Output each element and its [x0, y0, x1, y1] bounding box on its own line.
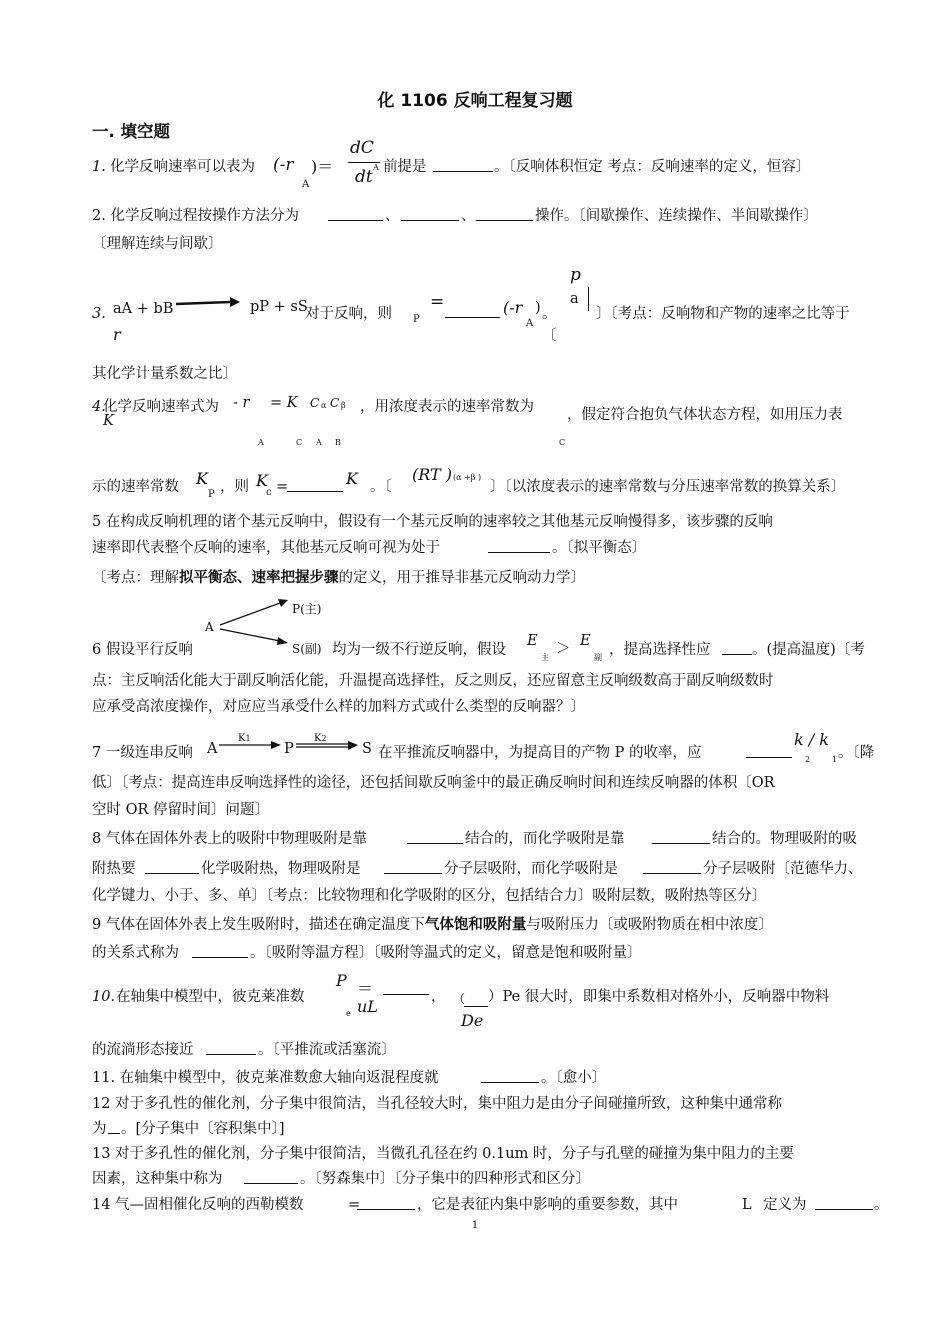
q4-text-d: 示的速率常数 — [92, 479, 179, 495]
q8-text-f: 分子层吸附，而化学吸附是 — [444, 861, 618, 877]
q9-text-d: 的关系式称为 — [92, 945, 179, 961]
q3-arrow-icon — [176, 296, 240, 310]
q4-sub-b: B — [335, 438, 341, 447]
q11-text-b: 。〔愈小〕 — [541, 1070, 607, 1086]
q4-eq2: = — [276, 479, 289, 495]
q7-k2 — [314, 730, 327, 748]
q3-p-symbol: p — [570, 265, 581, 285]
q6-side-product: S(副) — [292, 642, 322, 656]
q2-sep-1: 、 — [385, 208, 400, 224]
q9-text-c: 与吸附压力〔或吸附物质在相中浓度〕 — [526, 917, 773, 933]
q7-kk: k / k — [794, 730, 829, 749]
q5-blank[interactable] — [488, 538, 550, 553]
q4-sub-c3: c — [266, 487, 272, 498]
q8-text-g: 分子层吸附〔范德华力、 — [703, 861, 863, 877]
q3-close-paren: ) — [535, 300, 541, 316]
q8-text-b: 结合的，而化学吸附是靠 — [465, 831, 625, 847]
q10-p: P — [336, 971, 347, 990]
q10-open-paren: （ — [453, 992, 466, 1006]
q2-text-c: 〔理解连续与间歇〕 — [92, 236, 223, 252]
q1-blank[interactable] — [433, 157, 493, 172]
q4-r: - r — [233, 395, 250, 411]
q12-blank[interactable] — [108, 1119, 120, 1134]
q3-ra: (-r — [503, 298, 523, 317]
q7-text-e: 空时 OR 停留时间〕问题〕 — [92, 802, 270, 818]
q10-blank-3[interactable] — [206, 1040, 256, 1055]
q6-text-d: 。(提高温度)〔考 — [752, 642, 865, 658]
q14-blank-2[interactable] — [815, 1195, 873, 1210]
q8-text-h: 化学键力、小于、多、单〕〔考点：比较物理和化学吸附的区分，包括结合力〕吸附层数，吸附热等区分〕 — [92, 888, 767, 904]
q7-text-b: 在平推流反响器中，为提高目的产物 P 的收率，应 — [378, 745, 702, 761]
q6-e2: E — [580, 633, 591, 649]
q10-text-b: ）Pe 很大时，即集中系数相对格外小，反响器中物料 — [488, 989, 830, 1005]
q8-blank-5[interactable] — [643, 859, 701, 874]
q8-text-e: 化学吸附热，物理吸附是 — [201, 861, 361, 877]
q1-number: 1. — [92, 159, 106, 175]
q2-text-a: 2. 化学反响过程按操作方法分为 — [92, 208, 299, 224]
document-title: 化 1106 反响工程复习题 — [377, 91, 573, 111]
q3-reactants: aA + bB — [113, 301, 174, 317]
q10-text-a: 在轴集中模型中，彼克莱准数 — [116, 989, 305, 1005]
q1-text-b: 前提是 — [383, 159, 427, 175]
q4-c2: C — [330, 396, 340, 410]
q8-text-c: 结合的。物理吸附的吸 — [712, 831, 857, 847]
q4-c1: C — [310, 396, 320, 410]
q10-number: 10. — [92, 989, 116, 1005]
q7-p: P — [284, 741, 294, 757]
q7-arrow-2-icon — [296, 735, 358, 751]
q5-text-d2: 拟平衡态、速率把握步骤 — [179, 570, 339, 586]
q6-text-c: ，提高选择性应 — [609, 642, 711, 658]
q4-sub-c: C — [296, 438, 303, 447]
q8-text-a: 8 气体在固体外表上的吸附中物理吸附是靠 — [92, 831, 367, 847]
q1-dt: dt — [355, 167, 373, 187]
q1-sub-a: A — [302, 179, 310, 190]
q10-de: De — [461, 1011, 484, 1030]
q1-dc: dC — [350, 138, 374, 158]
q1-sub-a2: A — [373, 163, 379, 172]
q13-text-a: 13 对于多孔性的催化剂，分子集中很简洁，当微孔孔径在约 0.1um 时，分子与孔壁的碰撞为集中阻力的主要 — [92, 1146, 794, 1162]
q1-rate-symbol: (-r — [273, 155, 294, 175]
q4-text-a: 化学反响速率式为 — [103, 399, 219, 415]
q9-blank[interactable] — [192, 943, 248, 958]
q3-number: 3. — [92, 306, 106, 322]
q5-text-c: 。〔拟平衡态〕 — [552, 540, 647, 556]
q6-blank[interactable] — [722, 640, 752, 655]
q7-blank[interactable] — [746, 743, 792, 758]
q6-reactant: A — [205, 620, 214, 634]
q14-equals: = — [348, 1197, 361, 1213]
q7-text-c: 。〔降 — [838, 745, 875, 761]
q14-l: L — [742, 1197, 752, 1213]
q6-sub-main: 主 — [541, 653, 549, 662]
q4-blank[interactable] — [287, 477, 343, 492]
q8-blank-2[interactable] — [652, 829, 710, 844]
q8-blank-1[interactable] — [407, 829, 463, 844]
q4-kp: K — [196, 469, 208, 488]
q14-text-c: 定义为 — [763, 1197, 807, 1213]
q12-text-b: 为 — [92, 1121, 107, 1137]
q10-equals: ＝ — [357, 979, 374, 998]
q5-text-d1: 〔考点：理解 — [92, 570, 179, 586]
q7-text-d: 低〕〔考点：提高连串反响选择性的途径，还包括间歇反响釜中的最正确反响时间和连续反响器的体积〔OR — [92, 775, 775, 791]
q4-rt: (RT ) — [412, 465, 453, 484]
q9-text-e: 。〔吸附等温方程〕〔吸附等温式的定义，留意是饱和吸附量〕 — [250, 945, 642, 961]
q4-sub-a: A — [258, 438, 264, 447]
q3-equals: = — [430, 292, 445, 312]
section-heading-fill-blanks: 一. 填空题 — [92, 122, 171, 141]
q9-text-b: 气体饱和吸附量 — [424, 917, 527, 933]
q7-k1-sub: 1 — [245, 734, 251, 743]
q3-blank[interactable] — [445, 303, 500, 318]
q6-sub-side: 副 — [594, 653, 602, 662]
q14-text-b: ，它是表征内集中影响的重要参数，其中 — [417, 1197, 678, 1213]
q7-s: S — [362, 741, 372, 757]
q2-blank-2[interactable] — [401, 206, 459, 221]
q13-text-c: 。〔努森集中〕〔分子集中的四种形式和区分〕 — [300, 1171, 590, 1187]
q13-text-b: 因素，这种集中称为 — [92, 1171, 223, 1187]
q4-kc: K — [256, 471, 268, 490]
q4-text-e: ，则 — [220, 479, 249, 495]
q7-k2-letter: K — [314, 733, 322, 744]
q8-text-d: 附热要 — [92, 861, 136, 877]
q12-text-a: 12 对于多孔性的催化剂，分子集中很简洁，当孔径较大时，集中阻力是由分子间碰撞所致，这种集中通常称 — [92, 1096, 783, 1112]
q6-branch-arrows-icon — [218, 595, 294, 645]
q14-text-d: 。 — [874, 1197, 889, 1213]
q12-text-c: 。[分子集中〔容积集中〕] — [121, 1121, 285, 1137]
q2-text-b: 操作。〔间歇操作、连续操作、半间歇操作〕 — [535, 208, 818, 224]
q4-beta: β — [341, 401, 346, 410]
q4-number: 4. — [92, 399, 106, 415]
q7-text-a: 7 一级连串反响 — [92, 745, 193, 761]
q3-sub-a: A — [526, 318, 534, 329]
q10-blank-1[interactable] — [383, 980, 429, 995]
q8-blank-4[interactable] — [384, 859, 442, 874]
q1-equals: )＝ — [311, 157, 334, 176]
q10-text-c: 的流淌形态接近 — [92, 1042, 194, 1058]
q4-k: K — [103, 413, 114, 429]
q6-e1: E — [527, 633, 538, 649]
q1-text-c: 。〔反响体积恒定 考点：反响速率的定义，恒容〕 — [494, 159, 811, 175]
q10-text-d: 。〔平推流或活塞流〕 — [258, 1042, 396, 1058]
q3-products: pP + sS — [250, 299, 308, 315]
q5-text-d3: 的定义，用于推导非基元反响动力学〕 — [338, 570, 585, 586]
q4-text-c: ，假定符合抱负气体状态方程，如用压力表 — [567, 407, 843, 423]
q1-text-a: 化学反响速率可以表为 — [110, 159, 255, 175]
q6-main-product: P(主) — [292, 602, 322, 616]
q4-sub-a2: A — [316, 438, 322, 447]
q4-sub-c2: C — [559, 438, 566, 447]
q3-text-a: 对于反响，则 — [305, 306, 392, 322]
q10-comma: ， — [431, 989, 446, 1005]
q3-text-e: 其化学计量系数之比〕 — [92, 366, 237, 382]
q3-period: 。 — [542, 306, 557, 322]
q4-kk: K — [346, 469, 358, 488]
q9-text-a: 9 气体在固体外表上发生吸附时，描述在确定温度下 — [92, 917, 425, 933]
q4-text-g: 〕〔以浓度表示的速率常数与分压速率常数的换算关系〕 — [490, 479, 846, 495]
q5-text-b: 速率即代表整个反响的速率，其他基元反响可视为处于 — [92, 540, 440, 556]
q9-line-1 — [92, 916, 773, 934]
q4-text-b: ，用浓度表示的速率常数为 — [360, 399, 534, 415]
q2-blank-1[interactable] — [328, 206, 383, 221]
q6-text-f: 应承受高浓度操作，对应应当承受什么样的加料方式或什么类型的反响器？〕 — [92, 699, 585, 715]
q11-blank[interactable] — [481, 1068, 539, 1083]
q7-k1-letter: K — [238, 733, 246, 744]
q2-blank-3[interactable] — [476, 206, 533, 221]
q6-text-a: 6 假设平行反响 — [92, 642, 193, 658]
q10-ul: uL — [357, 997, 378, 1016]
q2-sep-2: 、 — [461, 208, 476, 224]
q11-text-a: 11. 在轴集中模型中，彼克莱准数愈大轴向返混程度就 — [92, 1070, 439, 1086]
q13-blank[interactable] — [244, 1169, 298, 1184]
q4-exponent: (α +β ) — [453, 473, 482, 482]
q4-sub-p: P — [208, 489, 215, 500]
q3-r-symbol: r — [113, 325, 121, 344]
q8-blank-3[interactable] — [145, 859, 199, 874]
q5-text-d — [92, 569, 585, 587]
q7-a: A — [207, 741, 218, 757]
q7-k2-sub: 2 — [321, 734, 327, 743]
q4-text-f: 。〔 — [370, 479, 392, 495]
q6-text-e: 点：主反响活化能大于副反响活化能，升温提高选择性，反之则反，还应留意主反响级数高于副反响级数时 — [92, 673, 774, 689]
page-number: 1 — [471, 1220, 479, 1231]
q10-blank-2[interactable] — [464, 992, 488, 1007]
q6-gt: ＞ — [556, 641, 571, 657]
q3-a-symbol: a — [570, 291, 579, 307]
q5-text-a: 5 在构成反响机理的诸个基元反响中，假设有一个基元反响的速率较之其他基元反响慢得多，该步骤的反响 — [92, 514, 773, 530]
q6-text-b: 均为一级不行逆反响，假设 — [332, 642, 506, 658]
q3-bracket-line — [588, 287, 589, 311]
q4-eq-k: = K — [270, 395, 298, 411]
q3-text-d: 〔 — [542, 328, 557, 344]
q3-text-c: 〕〔考点：反响物和产物的速率之比等于 — [596, 306, 850, 322]
q4-alpha: α — [321, 401, 327, 410]
q7-sub-2: 2 — [805, 755, 811, 764]
q3-sub-p: P — [413, 314, 420, 325]
q14-blank-1[interactable] — [357, 1195, 415, 1210]
q10-sub-e: e — [346, 1009, 351, 1018]
q7-sub-1: 1 — [832, 755, 838, 764]
q14-text-a: 14 气—固相催化反响的西勒模数 — [92, 1197, 304, 1213]
q7-k1 — [238, 730, 251, 748]
